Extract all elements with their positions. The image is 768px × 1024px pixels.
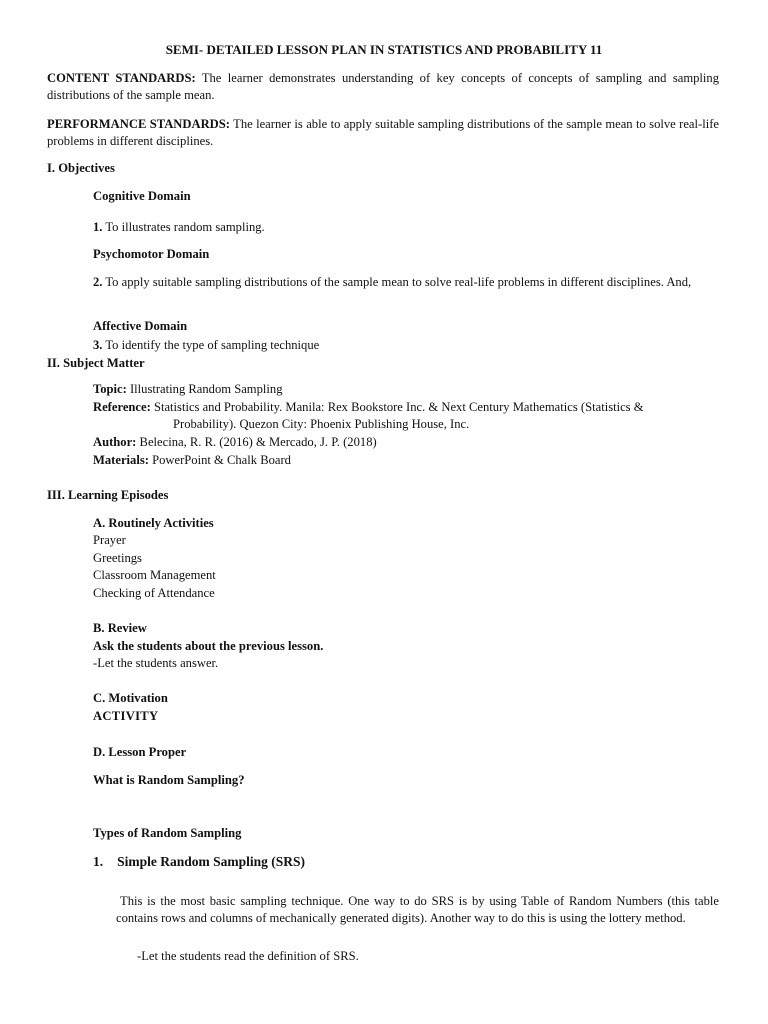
lesson-question: What is Random Sampling? [93,773,245,787]
objective-3-number: 3. [93,338,103,352]
affective-domain-heading: Affective Domain [93,319,188,333]
list-item: Greetings [93,550,142,565]
srs-note: -Let the students read the definition of SRS. [137,949,359,963]
content-standards-label: CONTENT STANDARDS: [47,71,196,85]
performance-standards-label: PERFORMANCE STANDARDS: [47,117,230,131]
reference-line-1 [93,399,723,416]
list-item: Prayer [93,533,126,547]
routine-activities-list [93,532,216,602]
document-title: SEMI- DETAILED LESSON PLAN IN STATISTICS AND PROBABILITY 11 [165,42,603,57]
cognitive-domain-heading: Cognitive Domain [93,189,191,203]
author-line [93,434,377,451]
author-label: Author: [93,435,137,449]
subject-matter-heading: II. Subject Matter [47,356,145,370]
objective-1-text: To illustrates random sampling. [102,220,265,234]
topic-label: Topic: [93,382,127,396]
list-item: Classroom Management [93,568,216,583]
types-heading: Types of Random Sampling [93,826,242,840]
motivation-heading: C. Motivation [93,691,168,705]
srs-heading [93,853,305,871]
routine-activities-heading: A. Routinely Activities [93,516,214,530]
learning-episodes-heading: III. Learning Episodes [47,488,169,502]
objective-1 [93,219,719,236]
topic-value: Illustrating Random Sampling [126,382,283,396]
performance-standards-text: The learner is able to apply suitable sampling distributions of the sample mean to solve real-life problems in different disciplines. [47,117,719,148]
lesson-proper-heading: D. Lesson Proper [93,745,187,759]
reference-line-2: Probability). Quezon City: Phoenix Publishing House, Inc. [173,417,470,431]
srs-definition: This is the most basic sampling technique. One way to do SRS is by using Table of Random Numbers (this table contains rows and columns of mechanically generated digits). Another way to do this is using the lottery method. [116,894,719,925]
author-value: Belecina, R. R. (2016) & Mercado, J. P. (2018) [136,435,377,449]
review-note: -Let the students answer. [93,656,219,670]
objective-3-text: To identify the type of sampling technique [102,338,320,352]
objective-2 [93,274,719,291]
objective-3 [93,337,719,354]
objective-1-number: 1. [93,220,103,234]
list-item: Checking of Attendance [93,585,215,600]
reference-label: Reference: [93,400,151,414]
psychomotor-domain-heading: Psychomotor Domain [93,247,210,261]
materials-label: Materials: [93,453,149,467]
srs-number: 1. [93,854,104,869]
performance-standards [47,116,719,150]
objective-2-number: 2. [93,275,103,289]
topic-line [93,381,283,398]
reference-value-1: Statistics and Probability. Manila: Rex Bookstore Inc. & Next Century Mathematics (Statistics & [150,400,644,414]
review-heading: B. Review [93,621,147,635]
content-standards-text: The learner demonstrates understanding of key concepts of concepts of sampling and sampling distributions of the sample mean. [47,71,720,102]
content-standards [47,70,719,104]
motivation-activity: ACTIVITY [93,709,159,723]
materials-value: PowerPoint & Chalk Board [148,453,291,467]
objective-2-text: To apply suitable sampling distributions of the sample mean to solve real-life problems in different disciplines. And, [102,275,692,289]
review-question: Ask the students about the previous lesson. [93,639,324,653]
srs-title: Simple Random Sampling (SRS) [117,854,306,869]
materials-line [93,452,291,469]
objectives-heading: I. Objectives [47,161,115,175]
